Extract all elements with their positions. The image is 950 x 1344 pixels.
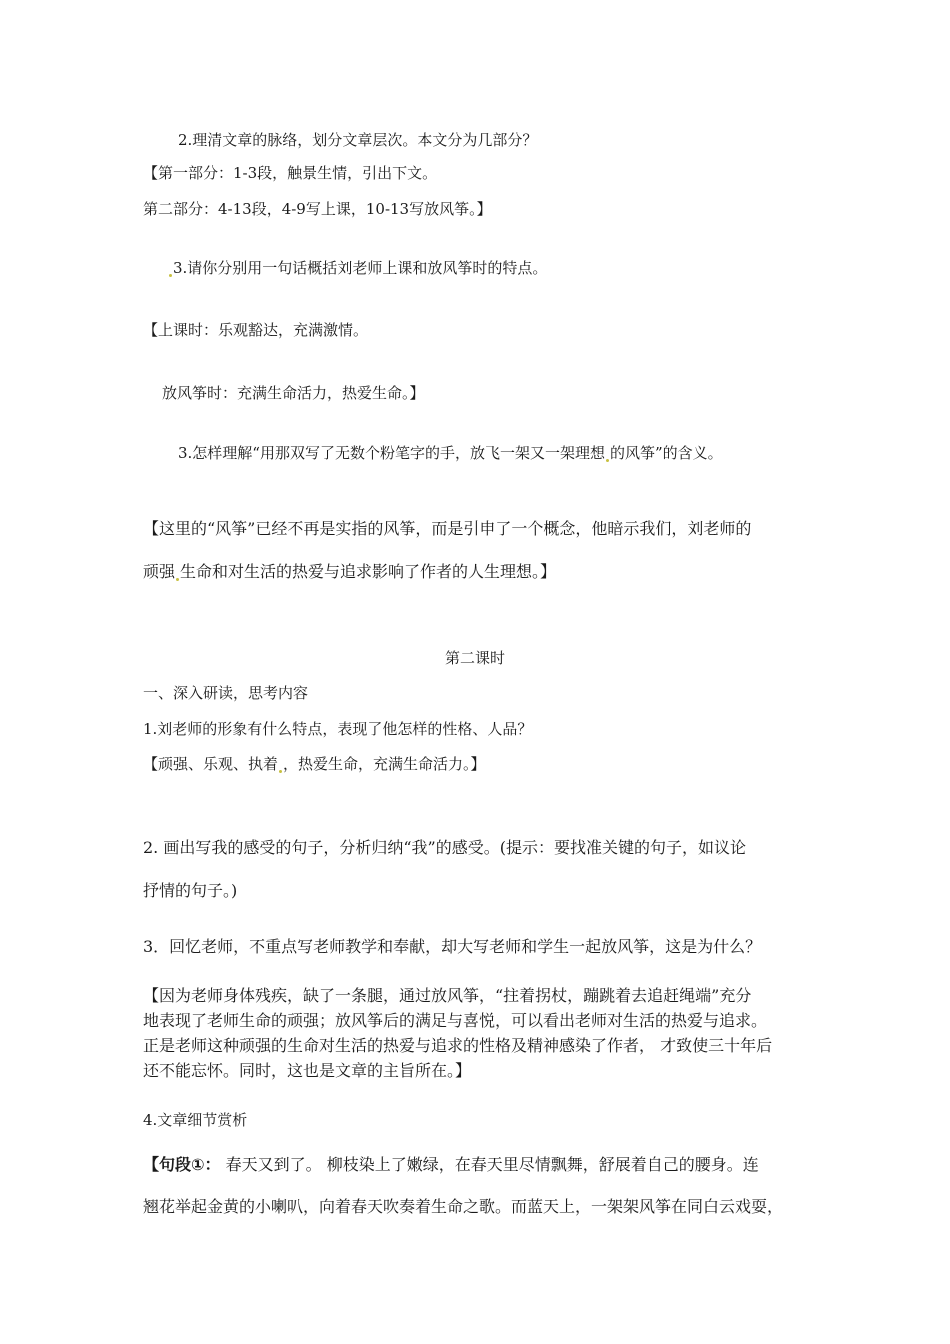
section-answer-3-line4: 还不能忘怀。同时，这也是文章的主旨所在。】 [143, 1061, 472, 1080]
question-3a-text: 3.请你分别用一句话概括刘老师上课和放风筝时的特点。 [173, 259, 548, 277]
question-3a [168, 258, 547, 278]
question-3b-text-post: 的风筝”的含义。 [609, 444, 723, 462]
question-3b [178, 443, 723, 463]
answer-3a-line2: 放风筝时：充满生命活力，热爱生命。】 [162, 384, 425, 402]
section-answer-3-line2: 地表现了老师生命的顽强；放风筝后的满足与喜悦，可以看出老师对生活的热爱与追求。 [143, 1011, 768, 1030]
question-3b-text-pre: 3.怎样理解“用那双写了无数个粉笔字的手，放飞一架又一架理想 [178, 444, 605, 462]
section-answer-4-line2: 翘花举起金黄的小喇叭，向着春天吹奏着生命之歌。而蓝天上，一架架风筝在同白云戏耍， [143, 1197, 784, 1216]
section-answer-4-line1 [143, 1155, 759, 1175]
section-answer-3-line1: 【因为老师身体残疾，缺了一条腿，通过放风筝，“拄着拐杖，蹦跳着去追赶绳端”充分 [143, 986, 752, 1005]
passage-text-line1: 春天又到了。 柳枝染上了嫩绿，在春天里尽情飘舞，舒展着自己的腰身。连 [220, 1155, 759, 1174]
lesson-title: 第二课时 [444, 649, 505, 667]
section-answer-3-line3: 正是老师这种顽强的生命对生活的热爱与追求的性格及精神感染了作者， 才致使三十年后 [143, 1036, 773, 1055]
question-2: 2.理清文章的脉络，划分文章层次。本文分为几部分？ [178, 131, 538, 149]
answer-3b-line2 [143, 562, 556, 582]
section-question-4: 4.文章细节赏析 [143, 1111, 248, 1129]
section-heading: 一、深入研读，思考内容 [143, 684, 309, 702]
answer-2-part2: 第二部分：4-13段，4-9写上课，10-13写放风筝。】 [143, 200, 492, 218]
section-answer-1-pre: 【顽强、乐观、执着 [143, 755, 279, 773]
answer-3b-line1: 【这里的“风筝”已经不再是实指的风筝，而是引申了一个概念，他暗示我们，刘老师的 [143, 519, 752, 538]
answer-3b-line2-post: 生命和对生活的热爱与追求影响了作者的人生理想。】 [180, 562, 557, 581]
section-question-1: 1.刘老师的形象有什么特点，表现了他怎样的性格、人品？ [143, 720, 533, 738]
mark-dot-icon [169, 274, 172, 277]
section-question-2-line1: 2. 画出写我的感受的句子，分析归纳“我”的感受。(提示：要找准关键的句子，如议论 [143, 838, 746, 857]
mark-dot-icon [279, 770, 282, 773]
section-question-2-line2: 抒情的句子。) [143, 881, 238, 900]
section-answer-1-post: ，热爱生命，充满生命活力。】 [283, 755, 486, 773]
mark-dot-icon [176, 578, 179, 581]
section-question-3: 3．回忆老师，不重点写老师教学和奉献，却大写老师和学生一起放风筝，这是为什么？ [143, 937, 762, 956]
answer-3a-line1: 【上课时：乐观豁达，充满激情。 [143, 321, 369, 339]
answer-3b-line2-pre: 顽强 [143, 562, 176, 581]
section-answer-1 [143, 754, 486, 774]
mark-dot-icon [606, 459, 609, 462]
passage-label: 【句段①： [143, 1155, 221, 1174]
answer-2-part1: 【第一部分：1-3段，触景生情，引出下文。 [143, 164, 438, 182]
